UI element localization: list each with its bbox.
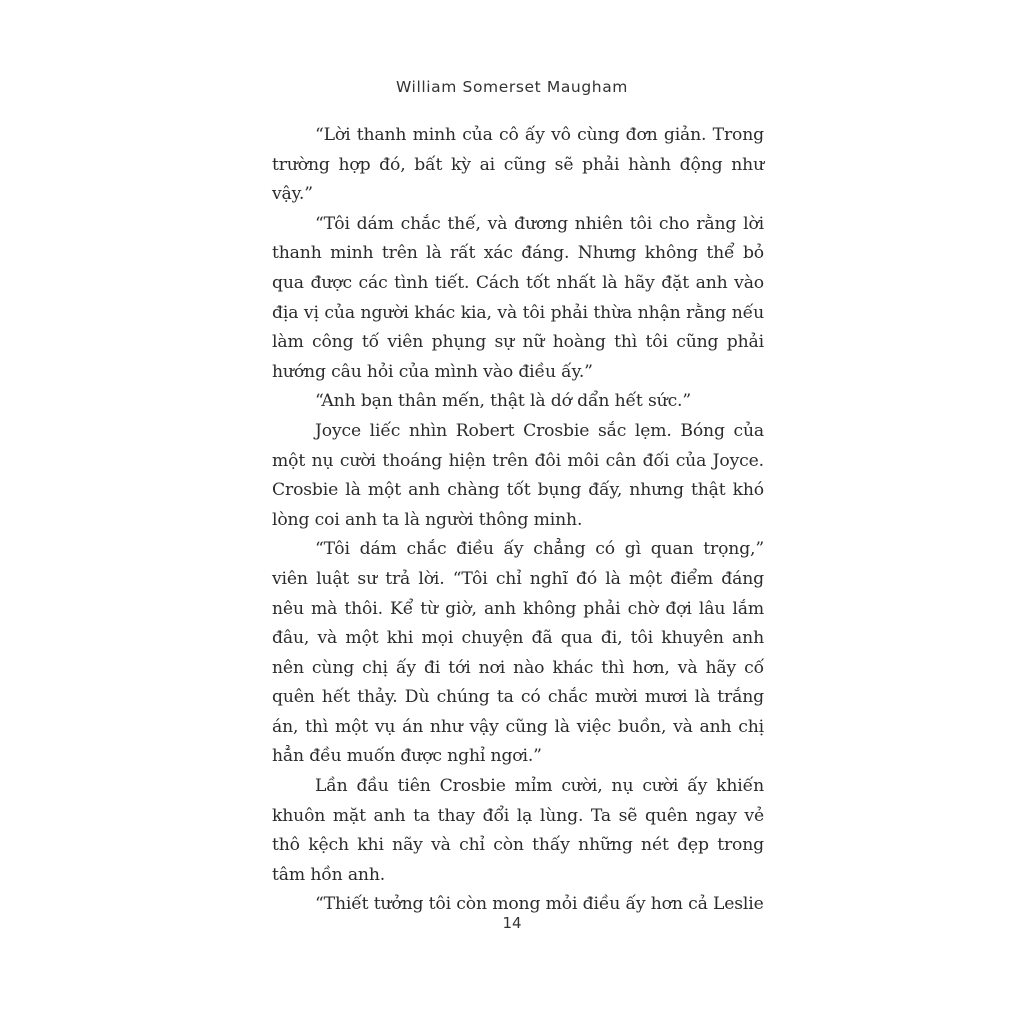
paragraph: “Tôi dám chắc điều ấy chẳng có gì quan trọng,” viên luật sư trả lời. “Tôi chỉ nghĩ đó là một điểm đáng nêu mà thôi. Kể từ giờ, anh không phải chờ đợi lâu lắm đâu, và một khi mọi chuyện đã qua đi, tôi khuyên anh nên cùng chị ấy đi tới nơi nào khác thì hơn, và hãy cố quên hết thảy. Dù chúng ta có chắc mười mươi là trắng án, thì một vụ án như vậy cũng là việc buồn, và anh chị hẳn đều muốn được nghỉ ngơi.”: [272, 539, 764, 767]
paragraph: “Anh bạn thân mến, thật là dớ dẩn hết sức.”: [315, 391, 692, 412]
paragraph: Joyce liếc nhìn Robert Crosbie sắc lẹm. Bóng của một nụ cười thoáng hiện trên đôi môi cân đối của Joyce. Crosbie là một anh chàng tốt bụng đấy, nhưng thật khó lòng coi anh ta là người thông minh.: [272, 420, 764, 530]
body-text: [272, 121, 764, 920]
paragraph: “Lời thanh minh của cô ấy vô cùng đơn giản. Trong trường hợp đó, bất kỳ ai cũng sẽ phải hành động như vậy.”: [272, 125, 764, 205]
paragraph: “Thiết tưởng tôi còn mong mỏi điều ấy hơn cả Leslie: [315, 894, 764, 915]
paragraph: “Tôi dám chắc thế, và đương nhiên tôi cho rằng lời thanh minh trên là rất xác đáng. Nhưng không thể bỏ qua được các tình tiết. Cách tốt nhất là hãy đặt anh vào địa vị của người khác kia, và tôi phải thừa nhận rằng nếu làm công tố viên phụng sự nữ hoàng thì tôi cũng phải hướng câu hỏi của mình vào điều ấy.”: [272, 213, 764, 382]
running-header-author: William Somerset Maugham: [395, 78, 629, 96]
page-number: 14: [502, 914, 522, 932]
paragraph: Lần đầu tiên Crosbie mỉm cười, nụ cười ấy khiến khuôn mặt anh ta thay đổi lạ lùng. Ta sẽ quên ngay vẻ thô kệch khi nãy và chỉ còn thấy những nét đẹp trong tâm hồn anh.: [272, 776, 764, 885]
